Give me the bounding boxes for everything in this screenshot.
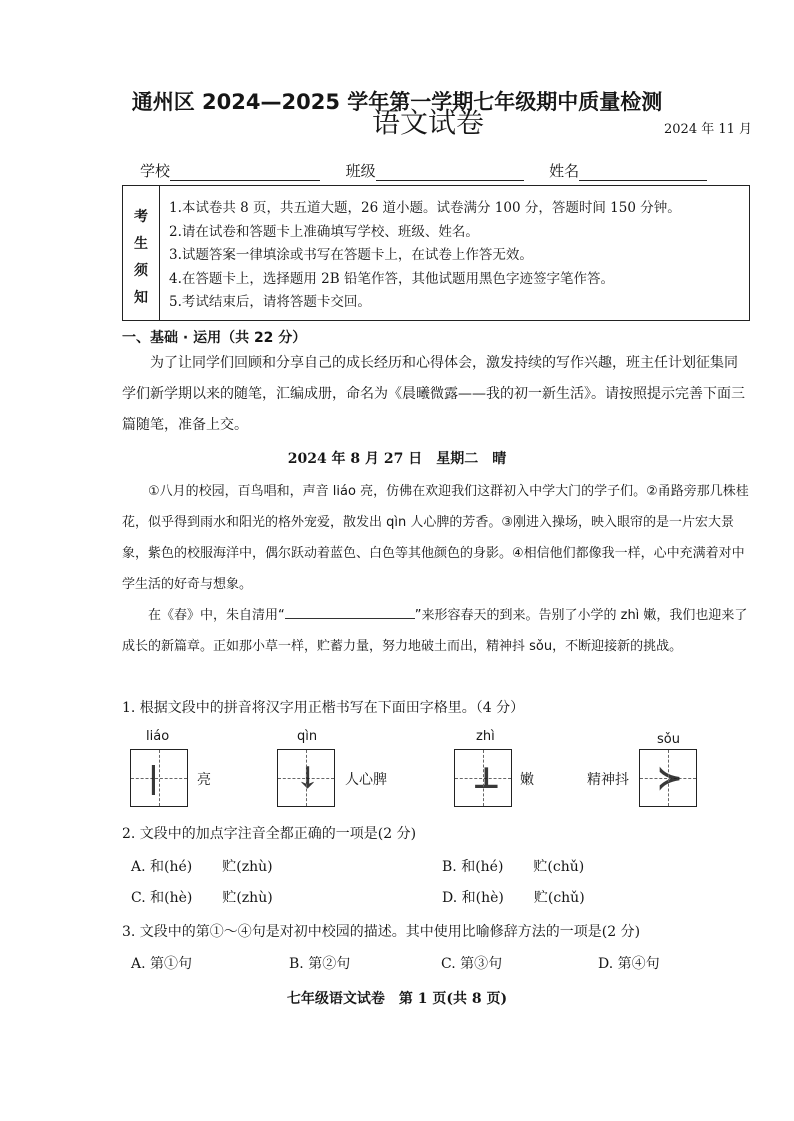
question-2: 2. 文段中的加点字注音全都正确的一项是(2 分) xyxy=(122,826,417,842)
student-info-fields xyxy=(140,160,707,181)
subject-title-text: 语文试卷 xyxy=(372,106,485,139)
handwritten-mark: ⊥ xyxy=(472,761,501,796)
grid-suffix: 亮 xyxy=(197,772,211,788)
grid-suffix: 人心脾 xyxy=(345,772,387,788)
q2-option-d[interactable] xyxy=(442,887,585,907)
notice-rule: 3.试题答案一律填涂或书写在答题卡上，在试卷上作答无效。 xyxy=(169,247,533,263)
quote-blank[interactable] xyxy=(285,606,415,619)
q2-option-a-second: 贮(zhù) xyxy=(222,859,273,875)
handwritten-mark: ≻ xyxy=(657,761,683,796)
section-heading: 一、基础 · 运用（共 22 分） xyxy=(122,330,307,346)
q2-option-a[interactable] xyxy=(131,856,273,876)
pinyin-label: sǒu xyxy=(657,732,680,747)
section-intro: 为了让同学们回顾和分享自己的成长经历和心得体会，激发持续的写作兴趣，班主任计划征集同学们新学期以来的随笔，汇编成册，命名为《晨曦微露——我的初一新生活》。请按照提示完善下面三篇随笔，准备上交。 xyxy=(122,355,745,433)
exam-title: 通州区 2024—2025 学年第一学期七年级期中质量检测 xyxy=(131,90,663,114)
notice-rule: 1.本试卷共 8 页，共五道大题，26 道小题。试卷满分 100 分，答题时间 150 分钟。 xyxy=(169,200,681,216)
grid-prefix: 精神抖 xyxy=(587,772,629,788)
notice-rules xyxy=(169,197,681,315)
diary-date: 2024 年 8 月 27 日 星期二 晴 xyxy=(287,451,507,467)
q2-option-c[interactable] xyxy=(131,887,273,907)
notice-rule: 2.请在试卷和答题卡上准确填写学校、班级、姓名。 xyxy=(169,223,479,240)
q2-option-b-first: B. 和(hé) xyxy=(442,859,504,875)
page-footer: 七年级语文试卷 第 1 页(共 8 页) xyxy=(286,991,508,1007)
notice-char: 考 xyxy=(134,209,148,225)
handwritten-mark: ↓ xyxy=(295,761,321,796)
pinyin-label: liáo xyxy=(146,729,170,744)
q3-option-b[interactable]: B. 第②句 xyxy=(289,956,351,972)
q2-option-c-second: 贮(zhù) xyxy=(222,890,273,906)
writing-grid-box[interactable] xyxy=(454,749,512,807)
diary-paragraph-1: ①八月的校园，百鸟唱和，声音 liáo 亮，仿佛在欢迎我们这群初入中学大门的学子们。②甬路旁那几株桂花，似乎得到雨水和阳光的格外宠爱，散发出 qìn 人心脾的芳香。③刚进入操场，映入眼帘的是一片宏大景象，紫色的校服海洋中，偶尔跃动着蓝色、白色等其他颜色的身影。④相信他们都像我一样，心中充满着对中学生活的好奇与想象。 xyxy=(122,484,749,592)
diary-paragraph-2-start: 在《春》中，朱自清用“ xyxy=(148,608,285,623)
writing-grid-box[interactable] xyxy=(639,749,697,807)
exam-date: 2024 年 11 月 xyxy=(664,122,753,137)
handwritten-mark: | xyxy=(148,761,159,796)
notice-side-label xyxy=(123,186,160,320)
notice-char: 须 xyxy=(134,263,148,279)
school-field[interactable] xyxy=(170,166,320,181)
q3-option-a[interactable]: A. 第①句 xyxy=(131,956,193,972)
q3-option-d[interactable]: D. 第④句 xyxy=(598,956,660,972)
diary-paragraph-2-end: ”来形容春天的到来。告别了小学的 zhì 嫩，我们也迎来了成长的新篇章。正如那小草一样，贮蓄力量，努力地破土而出，精神抖 sǒu，不断迎接新的挑战。 xyxy=(122,608,748,654)
notice-rule: 4.在答题卡上，选择题用 2B 铅笔作答，其他试题用黑色字迹签字笔作答。 xyxy=(169,270,614,287)
question-1: 1. 根据文段中的拼音将汉字用正楷书写在下面田字格里。（4 分） xyxy=(122,700,525,716)
pinyin-label: zhì xyxy=(476,729,495,744)
notice-char: 知 xyxy=(134,290,148,306)
writing-grid-box[interactable] xyxy=(277,749,335,807)
q3-option-c[interactable]: C. 第③句 xyxy=(441,956,503,972)
q2-option-d-second: 贮(chǔ) xyxy=(533,890,585,906)
notice-char: 生 xyxy=(134,236,148,252)
pinyin-label: qìn xyxy=(297,729,318,744)
q2-option-d-first: D. 和(hè) xyxy=(442,890,504,906)
question-3: 3. 文段中的第①～④句是对初中校园的描述。其中使用比喻修辞方法的一项是(2 分) xyxy=(122,924,641,940)
q2-option-c-first: C. 和(hè) xyxy=(131,890,193,906)
name-field[interactable] xyxy=(579,166,707,181)
diary-paragraph-2 xyxy=(122,600,750,662)
grid-suffix: 嫩 xyxy=(520,772,534,788)
class-field[interactable] xyxy=(376,166,524,181)
class-label: 班级 xyxy=(345,162,376,180)
school-label: 学校 xyxy=(140,162,171,180)
q2-option-b[interactable] xyxy=(442,856,584,876)
notice-rule: 5.考试结束后，请将答题卡交回。 xyxy=(169,294,371,310)
q2-option-b-second: 贮(chǔ) xyxy=(533,859,585,875)
name-label: 姓名 xyxy=(549,162,580,180)
exam-notice-box xyxy=(122,185,750,321)
q2-option-a-first: A. 和(hé) xyxy=(131,859,193,875)
writing-grid-box[interactable] xyxy=(130,749,188,807)
